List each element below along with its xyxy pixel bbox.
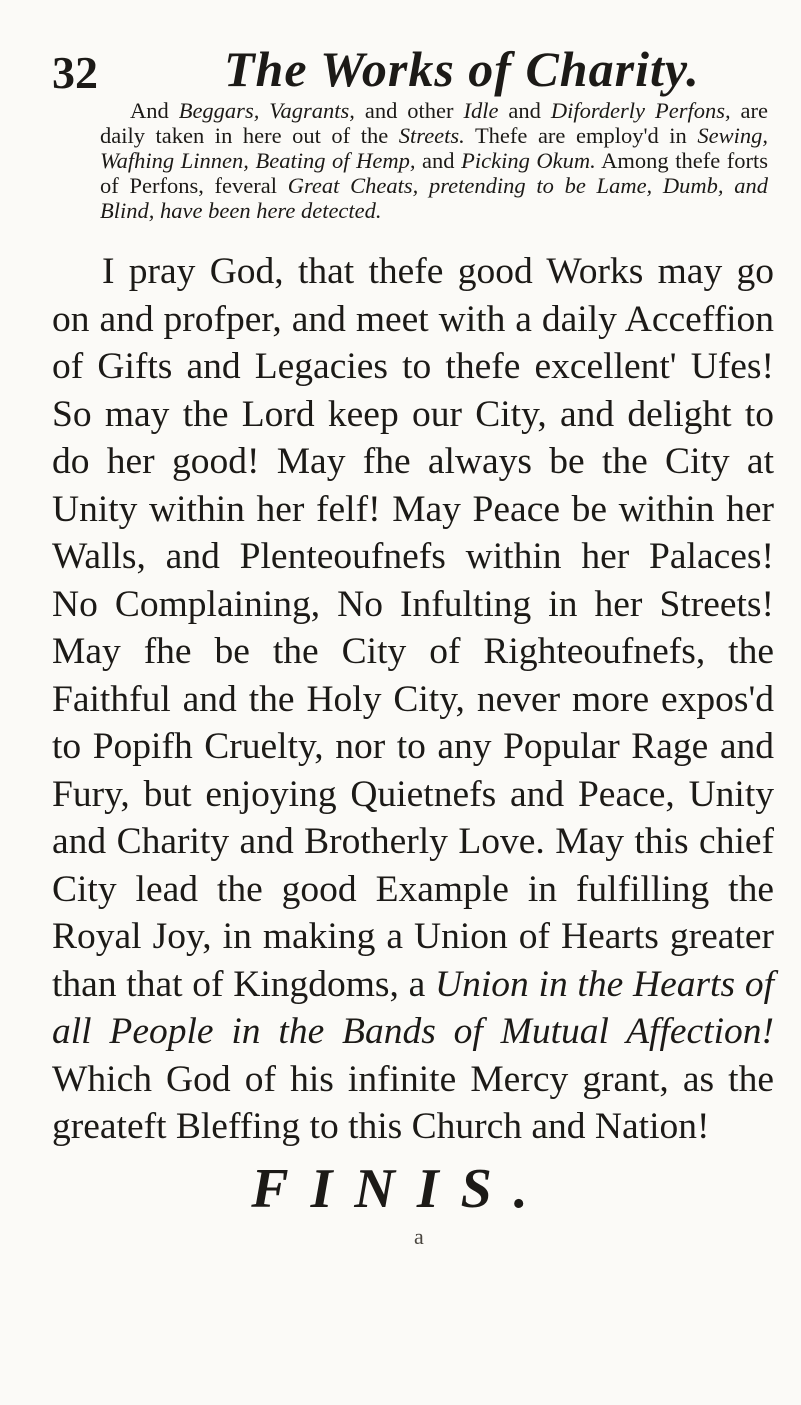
- main-text: [52, 248, 774, 1151]
- note-text: and other: [354, 98, 464, 123]
- note-italic: Picking Okum.: [461, 148, 596, 173]
- body-text: Which God of his infinite Mercy grant, as the greateft Bleffing to this Church and Nation!: [52, 1058, 774, 1147]
- note-text: And: [130, 98, 179, 123]
- footnote-block: [100, 98, 768, 223]
- note-text: Thefe are employ'd in: [464, 123, 698, 148]
- finis-heading: FINIS.: [251, 1158, 550, 1220]
- note-text: and: [415, 148, 462, 173]
- note-italic: Streets.: [398, 123, 465, 148]
- page-header: [52, 40, 752, 102]
- note-italic: Great Cheats, pretending to be Lame, Dumb, and Blind, have been here detected.: [100, 173, 769, 223]
- signature-mark: a: [414, 1224, 424, 1249]
- body-italic: Union in the Hearts of all People in the Bands of Mutual Affection!: [52, 963, 774, 1052]
- note-italic: Sewing, Wafhing Linnen, Beating of Hemp,: [100, 123, 768, 173]
- page-number: 32: [52, 47, 98, 98]
- note-text: are daily taken in here out of the: [100, 98, 769, 148]
- running-title: The Works of Charity.: [224, 41, 700, 97]
- body-text: I pray God, that thefe good Works may go on and profper, and meet with a daily Acceffion of Gifts and Legacies to thefe excellent' Ufes! So may the Lord keep our City, and delight to do her good! May fhe always be the City at Unity within her felf! May Peace be within her Walls, and Plenteoufnefs within her Palaces! No Complaining, No Infulting in her Streets! May fhe be the City of Righteoufnefs, the Faithful and the Holy City, never more expos'd to Popifh Cruelty, nor to any Popular Rage and Fury, but enjoying Quietnefs and Peace, Unity and Charity and Brotherly Love. May this chief City lead the good Example in fulfilling the Royal Joy, in making a Union of Hearts greater than that of Kingdoms, a: [52, 251, 774, 1005]
- footnote-paragraph: [100, 98, 768, 223]
- note-text: Among thefe forts of Perfons, feveral: [100, 148, 768, 198]
- note-text: and: [498, 98, 551, 123]
- note-italic: Diforderly Perfons,: [550, 98, 731, 123]
- body-paragraph: [52, 248, 774, 1151]
- note-italic: Beggars, Vagrants,: [178, 98, 355, 123]
- note-italic: Idle: [463, 98, 499, 123]
